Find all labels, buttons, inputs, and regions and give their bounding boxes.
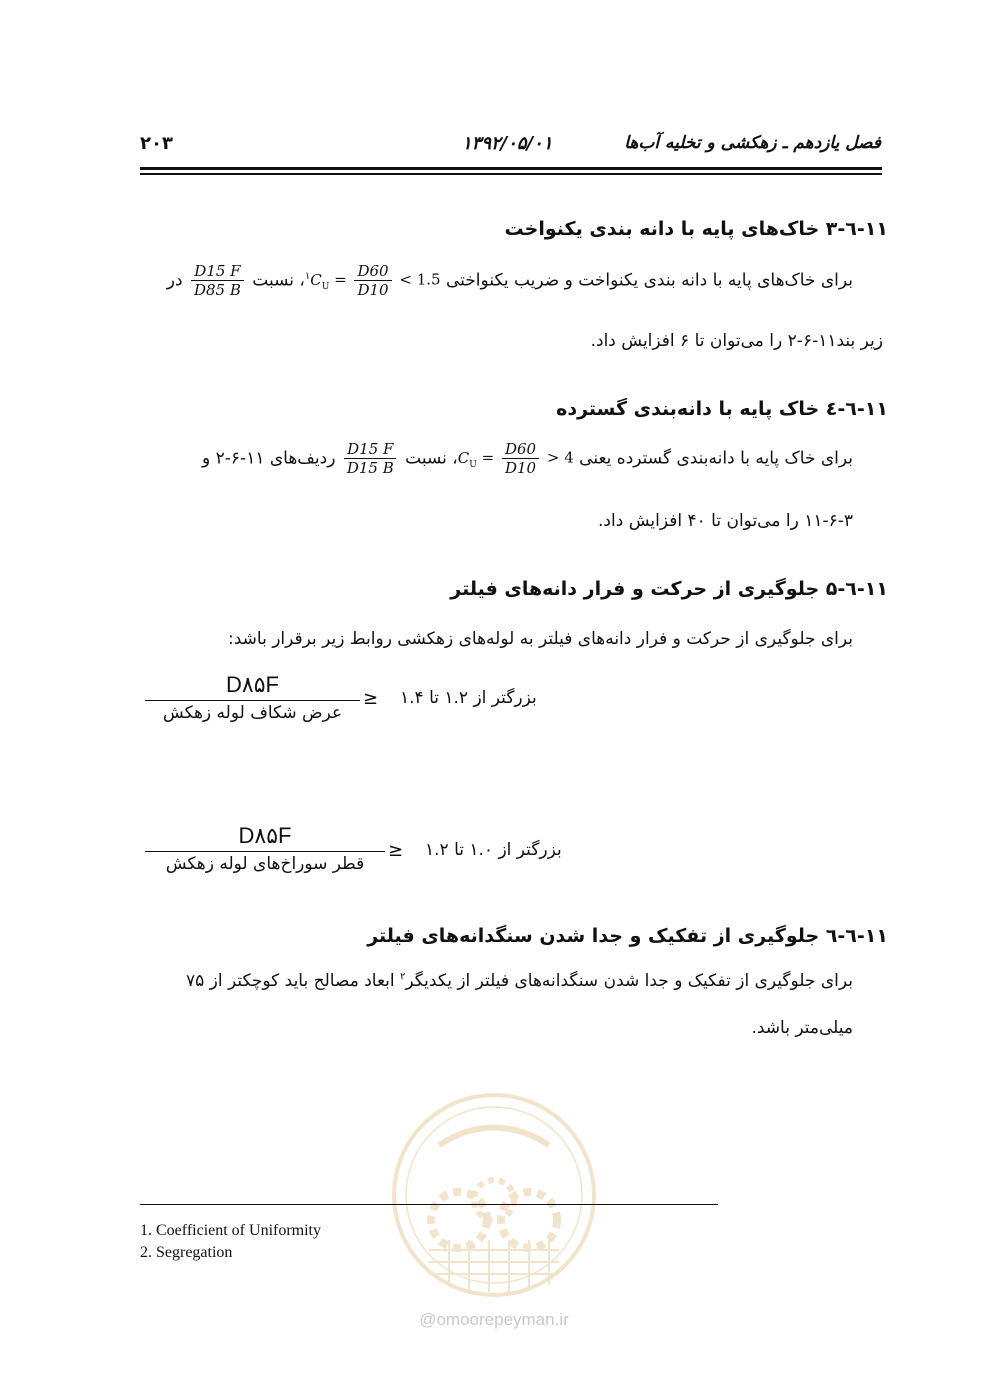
cu-fraction <box>354 262 391 299</box>
section2-text-b: ، نسبت <box>405 448 458 469</box>
header-rule-thin <box>140 173 882 175</box>
formula1-numerator: D۸۵F <box>226 672 279 697</box>
formula1-operator: ≥ <box>363 688 379 709</box>
cu-denominator: D10 <box>357 281 389 299</box>
header-date: ۱۳۹۲/۰۵/۰۱ <box>462 133 553 154</box>
section4-line2: میلی‌متر باشد. <box>751 1018 853 1038</box>
formula1-fraction <box>145 672 360 723</box>
ratio1-numerator: D15 F <box>191 262 243 281</box>
cu-graded-formula: $C_U$ = $\frac{D60}{D10}$ > 4 <box>457 440 574 477</box>
section1-text-b: ، نسبت <box>252 270 305 291</box>
section1-text-a: برای خاک‌های پایه با دانه بندی یکنواخت و ضریب یکنواختی <box>446 270 853 291</box>
section1-paragraph <box>167 262 853 299</box>
formula2-operator: ≥ <box>388 840 404 861</box>
ratio2-denominator: D15 B <box>346 459 394 477</box>
section4-paragraph <box>186 970 853 994</box>
section2-line2: ۱۱-۶-۳ را می‌توان تا ۴۰ افزایش داد. <box>598 511 853 531</box>
ratio2-numerator: D15 F <box>344 440 396 459</box>
cu-comparison: < 1.5 <box>399 270 441 289</box>
section3-intro: برای جلوگیری از حرکت و فرار دانه‌های فیلتر به لوله‌های زهکشی روابط زیر برقرار باشد: <box>228 629 853 649</box>
cu2-numerator: D60 <box>502 440 539 459</box>
formula2-fraction <box>145 823 385 874</box>
section2-paragraph <box>202 440 853 477</box>
ratio1-denominator: D85 B <box>193 281 241 299</box>
formula2-denominator: قطر سوراخ‌های لوله زهکش <box>165 854 365 874</box>
formula1-range: بزرگتر از ۱.۲ تا ۱.۴ <box>400 688 537 708</box>
watermark-logo-icon <box>389 1090 599 1300</box>
cu-numerator: D60 <box>354 262 391 281</box>
header-rule-thick <box>140 167 882 170</box>
section1-line2: زیر بند۱۱-۶-۲ را می‌توان تا ۶ افزایش داد. <box>590 331 883 351</box>
formula2-numerator: D۸۵F <box>238 823 292 848</box>
cu-uniform-formula: $C_U$ = $\frac{D60}{D10}$ < 1.5 <box>310 262 441 299</box>
watermark-url: @omoorepeyman.ir <box>419 1310 569 1329</box>
page-number: ۲۰۳ <box>140 133 173 154</box>
section-heading-11-6-4: ۱۱-٦-٤ خاک پایه با دانه‌بندی گسترده <box>556 398 888 420</box>
footnote-2: 2. Segregation <box>140 1244 233 1261</box>
footnote-rule <box>140 1204 718 1205</box>
footnote-mark-1: ۱ <box>304 270 311 282</box>
section-heading-11-6-3: ۱۱-٦-۳ خاک‌های پایه با دانه بندی یکنواخت <box>504 218 888 240</box>
section2-text-c: ردیف‌های ۱۱-۶-۲ و <box>202 448 336 469</box>
chapter-title: فصل یازدهم ـ زهکشی و تخلیه آب‌ها <box>624 133 881 153</box>
section2-text-a: برای خاک پایه با دانه‌بندی گسترده یعنی <box>579 448 853 469</box>
section-heading-11-6-5: ۱۱-٦-۵ جلوگیری از حرکت و فرار دانه‌های فیلتر <box>450 578 888 600</box>
cu2-comparison: > 4 <box>546 448 574 467</box>
section-heading-11-6-6: ۱۱-٦-٦ جلوگیری از تفکیک و جدا شدن سنگدانه‌های فیلتر <box>367 925 888 947</box>
cu2-fraction <box>502 440 539 477</box>
ratio-fraction-2 <box>344 440 397 477</box>
cu2-denominator: D10 <box>504 459 537 477</box>
ratio-fraction-1 <box>191 262 244 299</box>
section4-text-b: ابعاد مصالح باید کوچکتر از ۷۵ <box>185 971 395 991</box>
section1-text-c: در <box>166 270 183 291</box>
footnote-1: 1. Coefficient of Uniformity <box>140 1222 321 1239</box>
footnote-mark-2: ۲ <box>400 971 406 983</box>
formula1-denominator: عرض شکاف لوله زهکش <box>162 703 343 723</box>
section4-text-a: برای جلوگیری از تفکیک و جدا شدن سنگدانه‌های فیلتر از یکدیگر <box>405 971 853 991</box>
formula2-range: بزرگتر از ۱.۰ تا ۱.۲ <box>425 840 562 860</box>
